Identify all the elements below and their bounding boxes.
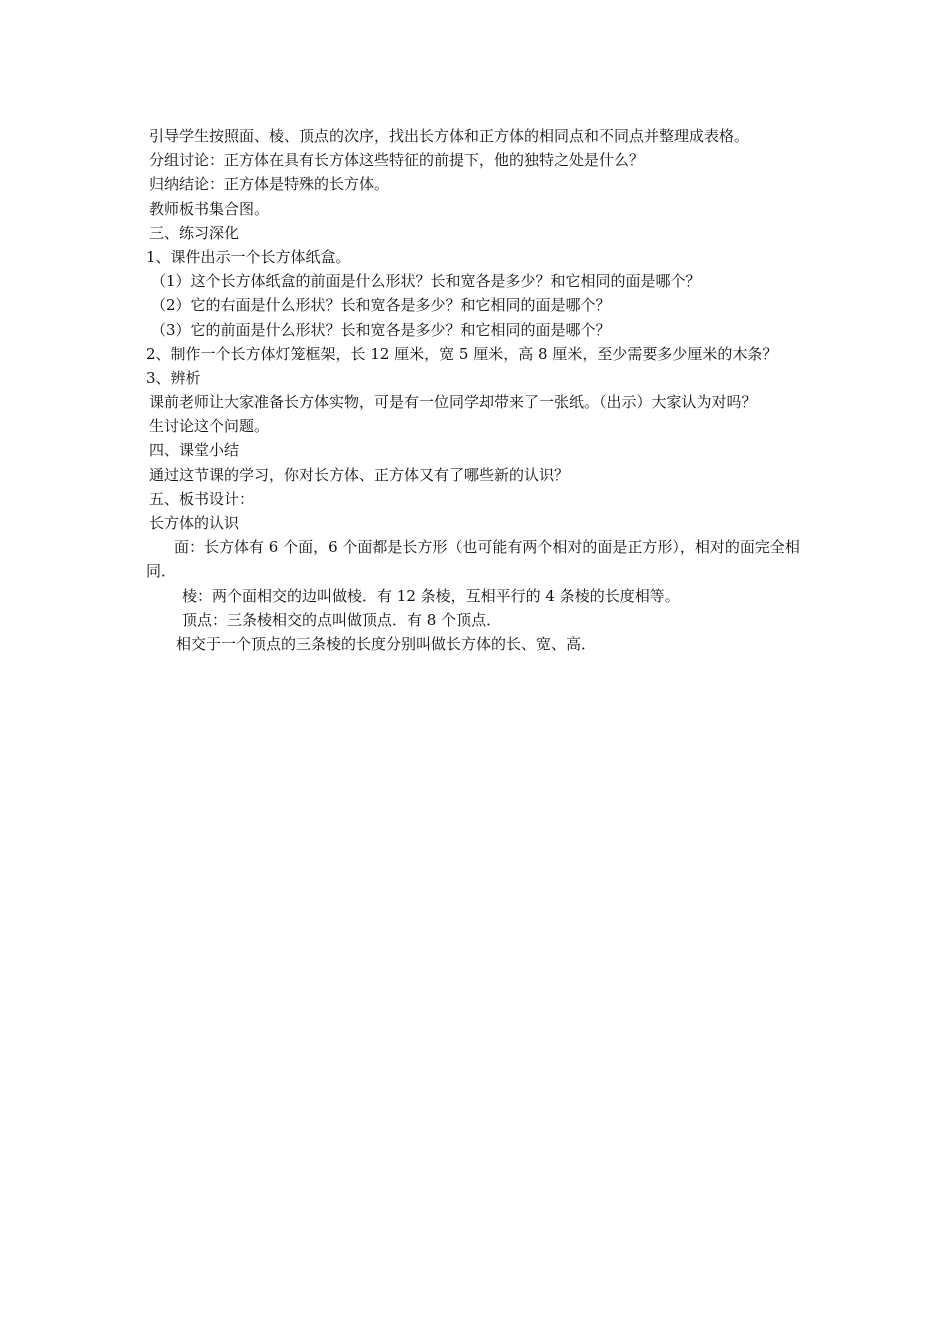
exercise-3: 3、辨析	[146, 368, 201, 387]
document-body	[146, 124, 826, 656]
section-heading-board-design: 五、板书设计：	[149, 489, 255, 508]
paragraph-group-discussion: 分组讨论：正方体在具有长方体这些特征的前提下，他的独特之处是什么？	[149, 151, 645, 170]
paragraph-summary: 通过这节课的学习，你对长方体、正方体又有了哪些新的认识？	[149, 465, 570, 484]
exercise-3-description: 课前老师让大家准备长方体实物，可是有一位同学却带来了一张纸。（出示）大家认为对吗？	[149, 393, 757, 412]
exercise-1: 1、课件出示一个长方体纸盒。	[146, 247, 351, 266]
board-title: 长方体的认识	[149, 514, 240, 532]
board-edges: 棱：两个面相交的边叫做棱．有 12 条棱，互相平行的 4 条棱的长度相等。	[182, 586, 680, 605]
exercise-1-question-2: （2）它的右面是什么形状？长和宽各是多少？和它相同的面是哪个？	[151, 296, 611, 315]
board-vertices: 顶点：三条棱相交的点叫做顶点．有 8 个顶点．	[182, 610, 502, 629]
paragraph-teacher-board: 教师板书集合图。	[149, 199, 270, 218]
section-heading-summary: 四、课堂小结	[149, 441, 240, 460]
exercise-3-discussion: 生讨论这个问题。	[149, 417, 270, 436]
board-faces: 面：长方体有 6 个面，6 个面都是长方形（也可能有两个相对的面是正方形），相对的面完全相同．	[146, 538, 800, 581]
section-heading-practice: 三、练习深化	[149, 223, 240, 242]
exercise-2: 2、制作一个长方体灯笼框架，长 12 厘米，宽 5 厘米，高 8 厘米，至少需要多少厘米的木条？	[146, 344, 778, 363]
paragraph-guide-students: 引导学生按照面、棱、顶点的次序，找出长方体和正方体的相同点和不同点并整理成表格。	[149, 127, 750, 145]
exercise-1-question-1: （1）这个长方体纸盒的前面是什么形状？长和宽各是多少？和它相同的面是哪个？	[151, 272, 701, 291]
paragraph-conclusion: 归纳结论：正方体是特殊的长方体。	[149, 175, 390, 194]
exercise-1-question-3: （3）它的前面是什么形状？长和宽各是多少？和它相同的面是哪个？	[151, 320, 611, 339]
board-dimensions: 相交于一个顶点的三条棱的长度分别叫做长方体的长、宽、高．	[176, 634, 597, 653]
